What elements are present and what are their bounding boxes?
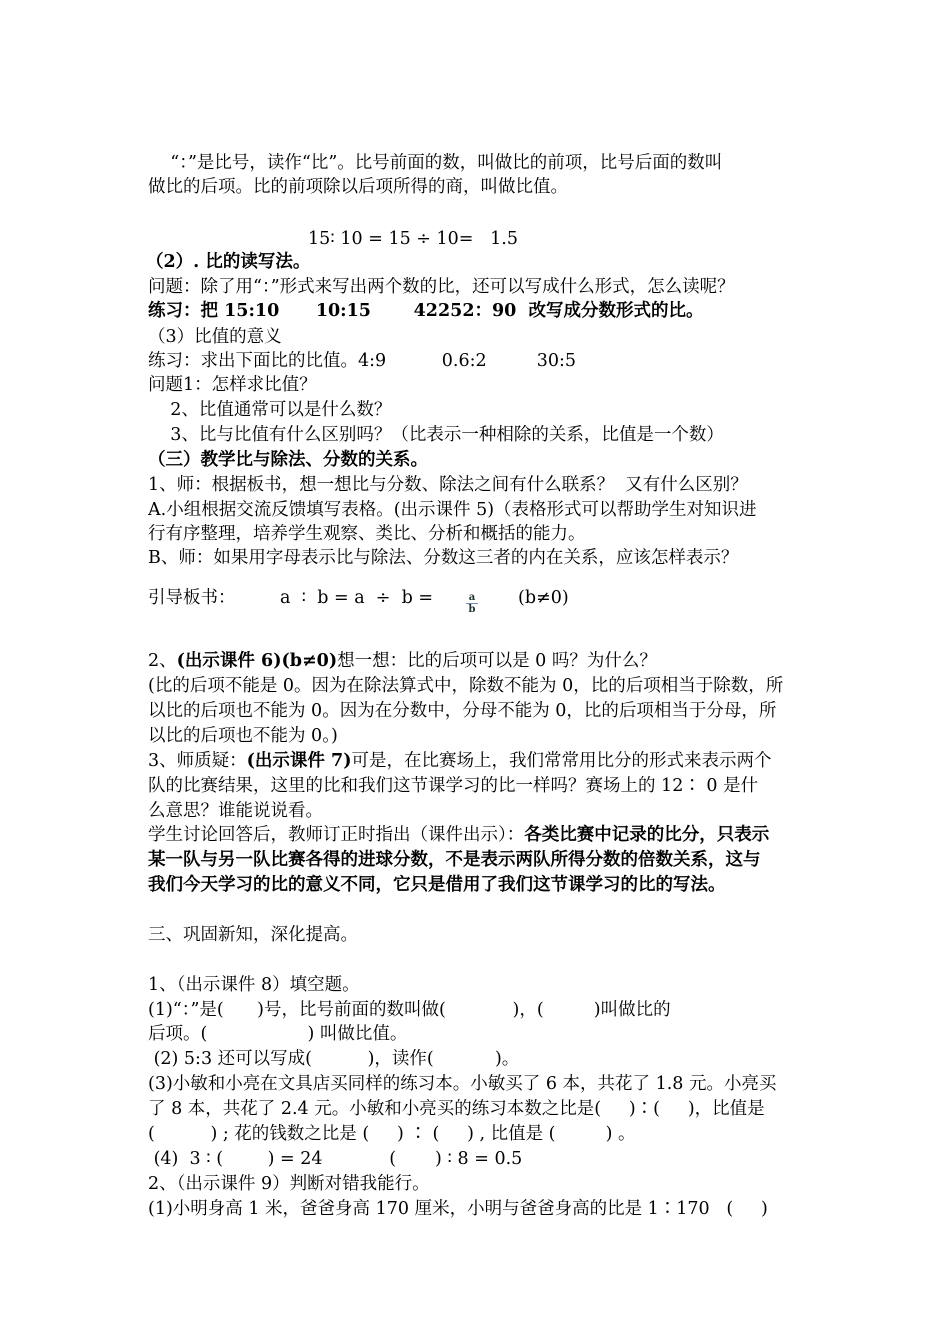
exercise-1-q2: (2) 5:3 还可以写成( )，读作( )。 (148, 1049, 520, 1069)
item-2-prefix: 2、 (148, 651, 177, 671)
exercise-1-q3-line-3: ( ) ; 花的钱数之比是 ( ) ∶ ( ) , 比值是 ( ) 。 (148, 1124, 636, 1144)
question-2: 2、比值通常可以是什么数？ (148, 400, 392, 420)
fraction-denominator: b (468, 604, 476, 615)
item-3-rest: 可是，在比赛场上，我们常常用比分的形式来表示两个 (351, 751, 772, 771)
item-2-answer-line-1: (比的后项不能是 0。因为在除法算式中，除数不能为 0，比的后项相当于除数，所 (148, 676, 784, 696)
board-writing: 引导板书： a ∶ b = a ÷ b = (148, 588, 434, 608)
exercise-1-q3-line-1: (3)小敏和小亮在文具店买同样的练习本。小敏买了 6 本，共花了 1.8 元。小亮买 (148, 1074, 777, 1094)
item-3-line-1 (148, 749, 771, 773)
board-condition: (b≠0) (518, 588, 569, 608)
discussion-line-1 (148, 823, 769, 847)
part-3-item-a-line-2: 行有序整理，培养学生观察、类比、分析和概括的能力。 (148, 524, 586, 544)
item-2-bold: (出示课件 6)(b≠0) (176, 651, 338, 671)
exercise-1-q1-line-2: 后项。( ) 叫做比值。 (148, 1024, 408, 1044)
definition-line-1: “：”是比号，读作“比”。比号前面的数，叫做比的前项，比号后面的数叫 (148, 153, 723, 173)
section-2-practice: 练习：把 15:10 10:15 42252：90 改写成分数形式的比。 (148, 301, 704, 321)
exercise-1-q1-line-1: (1)“：”是( )号，比号前面的数叫做( )，( )叫做比的 (148, 1000, 671, 1020)
fraction-numerator: a (466, 592, 478, 604)
item-3-line-2: 队的比赛结果，这里的比和我们这节课学习的比一样吗？赛场上的 12∶ 0 是什 (148, 776, 759, 796)
question-3: 3、比与比值有什么区别吗？（比表示一种相除的关系，比值是一个数） (148, 425, 724, 445)
part-3-item-a-line-1: A.小组根据交流反馈填写表格。(出示课件 5)（表格形式可以帮助学生对知识进 (148, 500, 757, 520)
exercise-1-q3-line-2: 了 8 本，共花了 2.4 元。小敏和小亮买的练习本数之比是( )∶( )，比值是 (148, 1099, 765, 1119)
question-1: 问题1：怎样求比值？ (148, 375, 317, 395)
item-2-line (148, 649, 657, 673)
part-3-item-1: 1、师：根据板书，想一想比与分数、除法之间有什么联系？ 又有什么区别？ (148, 475, 748, 495)
discussion-bold-1: 各类比赛中记录的比分，只表示 (524, 825, 770, 845)
discussion-bold-3: 我们今天学习的比的意义不同，它只是借用了我们这节课学习的比的写法。 (148, 875, 726, 895)
discussion-prefix: 学生讨论回答后，教师订正时指出（课件出示）： (148, 825, 525, 845)
fraction-a-over-b (466, 592, 478, 615)
item-3-line-3: 么意思？谁能说说看。 (148, 801, 323, 821)
item-3-bold: (出示课件 7) (246, 751, 352, 771)
part-3-item-b: B、师：如果用字母表示比与除法、分数这三者的内在关系，应该怎样表示？ (148, 548, 739, 568)
exercise-1-q4: (4) 3 ∶ ( ) = 24 ( ) ∶ 8 = 0.5 (148, 1149, 523, 1169)
example-equation: 15∶ 10 = 15 ÷ 10= 1.5 (308, 229, 518, 249)
section-2-question: 问题：除了用“：”形式来写出两个数的比，还可以写成什么形式，怎么读呢？ (148, 277, 735, 297)
exercise-2-q1: (1)小明身高 1 米，爸爸身高 170 厘米，小明与爸爸身高的比是 1∶170 ( ) (148, 1199, 768, 1219)
definition-line-2: 做比的后项。比的前项除以后项所得的商，叫做比值。 (148, 177, 568, 197)
section-3-heading: （3）比值的意义 (148, 327, 282, 347)
item-3-prefix: 3、师质疑： (148, 751, 247, 771)
item-2-answer-line-2: 以比的后项也不能为 0。因为在分数中，分母不能为 0，比的后项相当于分母，所 (148, 701, 777, 721)
item-2-answer-line-3: 以比的后项也不能为 0。) (148, 726, 338, 746)
exercise-1-heading: 1、（出示课件 8）填空题。 (148, 975, 360, 995)
section-2-heading: （2）. 比的读写法。 (146, 252, 311, 272)
item-2-rest: 想一想：比的后项可以是 0 吗？为什么？ (337, 651, 657, 671)
part-3-heading: （三）教学比与除法、分数的关系。 (148, 450, 428, 470)
section-3-practice: 练习：求出下面比的比值。4:9 0.6:2 30:5 (148, 351, 577, 371)
discussion-bold-2: 某一队与另一队比赛各得的进球分数，不是表示两队所得分数的倍数关系，这与 (148, 850, 761, 870)
part-three-heading: 三、巩固新知，深化提高。 (148, 925, 358, 945)
exercise-2-heading: 2、（出示课件 9）判断对错我能行。 (148, 1174, 430, 1194)
